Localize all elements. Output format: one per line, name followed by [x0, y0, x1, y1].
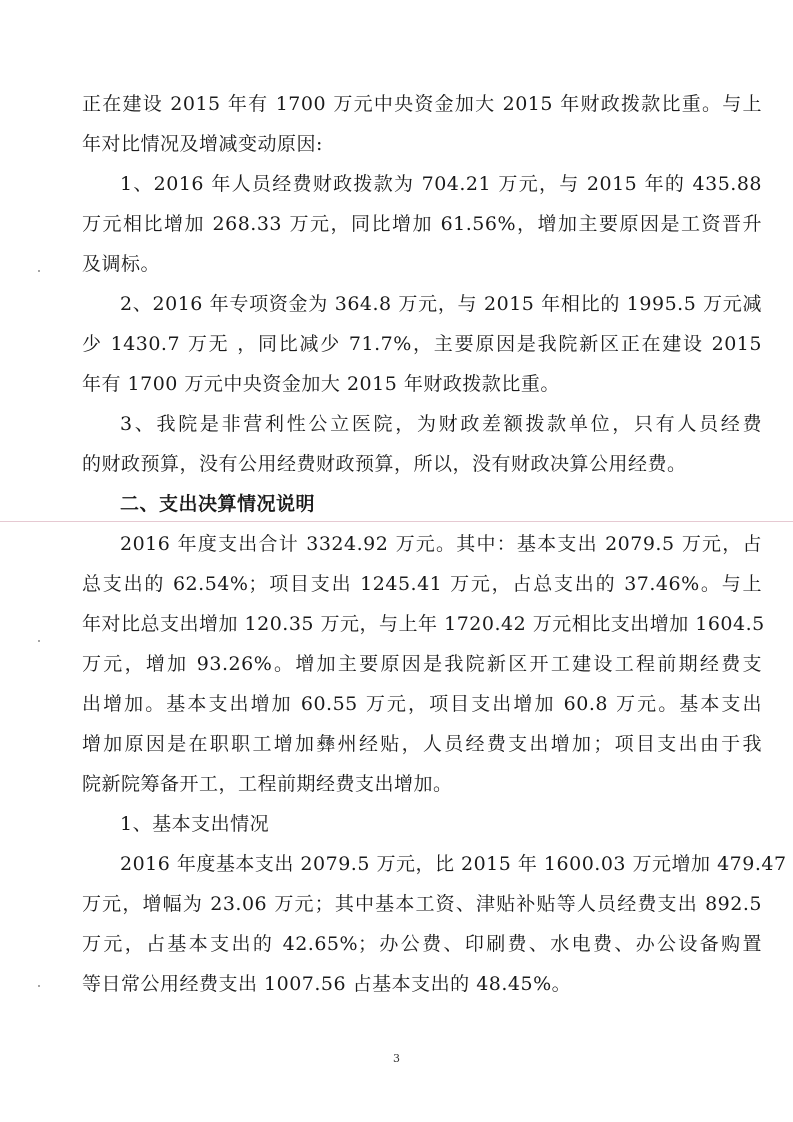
page-number: 3 [393, 1052, 400, 1065]
text-line: 增加原因是在职职工增加彝州经贴，人员经费支出增加；项目支出由于我 [82, 733, 762, 755]
scan-speck [38, 640, 40, 642]
text-line: 2016 年度基本支出 2079.5 万元，比 2015 年 1600.03 万元增加 479.47 [120, 853, 787, 875]
body-text [82, 84, 787, 1004]
section-heading: 二、支出决算情况说明 [120, 493, 316, 515]
scan-speck [38, 270, 40, 272]
text-line: 年对比情况及增减变动原因: [82, 133, 323, 155]
text-line: 院新院筹备开工，工程前期经费支出增加。 [82, 773, 453, 795]
text-line: 3、我院是非营利性公立医院，为财政差额拨款单位，只有人员经费 [120, 413, 762, 435]
subsection-heading: 1、基本支出情况 [120, 813, 270, 835]
scan-speck [38, 985, 40, 987]
text-line: 年有 1700 万元中央资金加大 2015 年财政拨款比重。 [82, 373, 560, 395]
text-line: 1、2016 年人员经费财政拨款为 704.21 万元，与 2015 年的 435.88 [120, 173, 762, 195]
text-line: 万元，占基本支出的 42.65%；办公费、印刷费、水电费、办公设备购置 [82, 933, 762, 955]
text-line: 万元相比增加 268.33 万元，同比增加 61.56%，增加主要原因是工资晋升 [82, 213, 762, 235]
text-line: 总支出的 62.54%；项目支出 1245.41 万元，占总支出的 37.46%。与上 [82, 573, 762, 595]
text-line: 2016 年度支出合计 3324.92 万元。其中：基本支出 2079.5 万元，占 [120, 533, 762, 555]
text-line: 及调标。 [82, 253, 161, 275]
text-line: 出增加。基本支出增加 60.55 万元，项目支出增加 60.8 万元。基本支出 [82, 693, 762, 715]
text-line: 万元，增幅为 23.06 万元；其中基本工资、津贴补贴等人员经费支出 892.5 [82, 893, 762, 915]
text-line: 2、2016 年专项资金为 364.8 万元，与 2015 年相比的 1995.5 万元减 [120, 293, 762, 315]
text-line: 年对比总支出增加 120.35 万元，与上年 1720.42 万元相比支出增加 1604.5 [82, 613, 765, 635]
text-line: 万元，增加 93.26%。增加主要原因是我院新区开工建设工程前期经费支 [82, 653, 762, 675]
text-line: 正在建设 2015 年有 1700 万元中央资金加大 2015 年财政拨款比重。与上 [82, 93, 762, 115]
text-line: 的财政预算，没有公用经费财政预算，所以，没有财政决算公用经费。 [82, 453, 687, 475]
text-line: 等日常公用经费支出 1007.56 占基本支出的 48.45%。 [82, 973, 572, 995]
text-line: 少 1430.7 万无 ，同比减少 71.7%，主要原因是我院新区正在建设 2015 [82, 333, 762, 355]
